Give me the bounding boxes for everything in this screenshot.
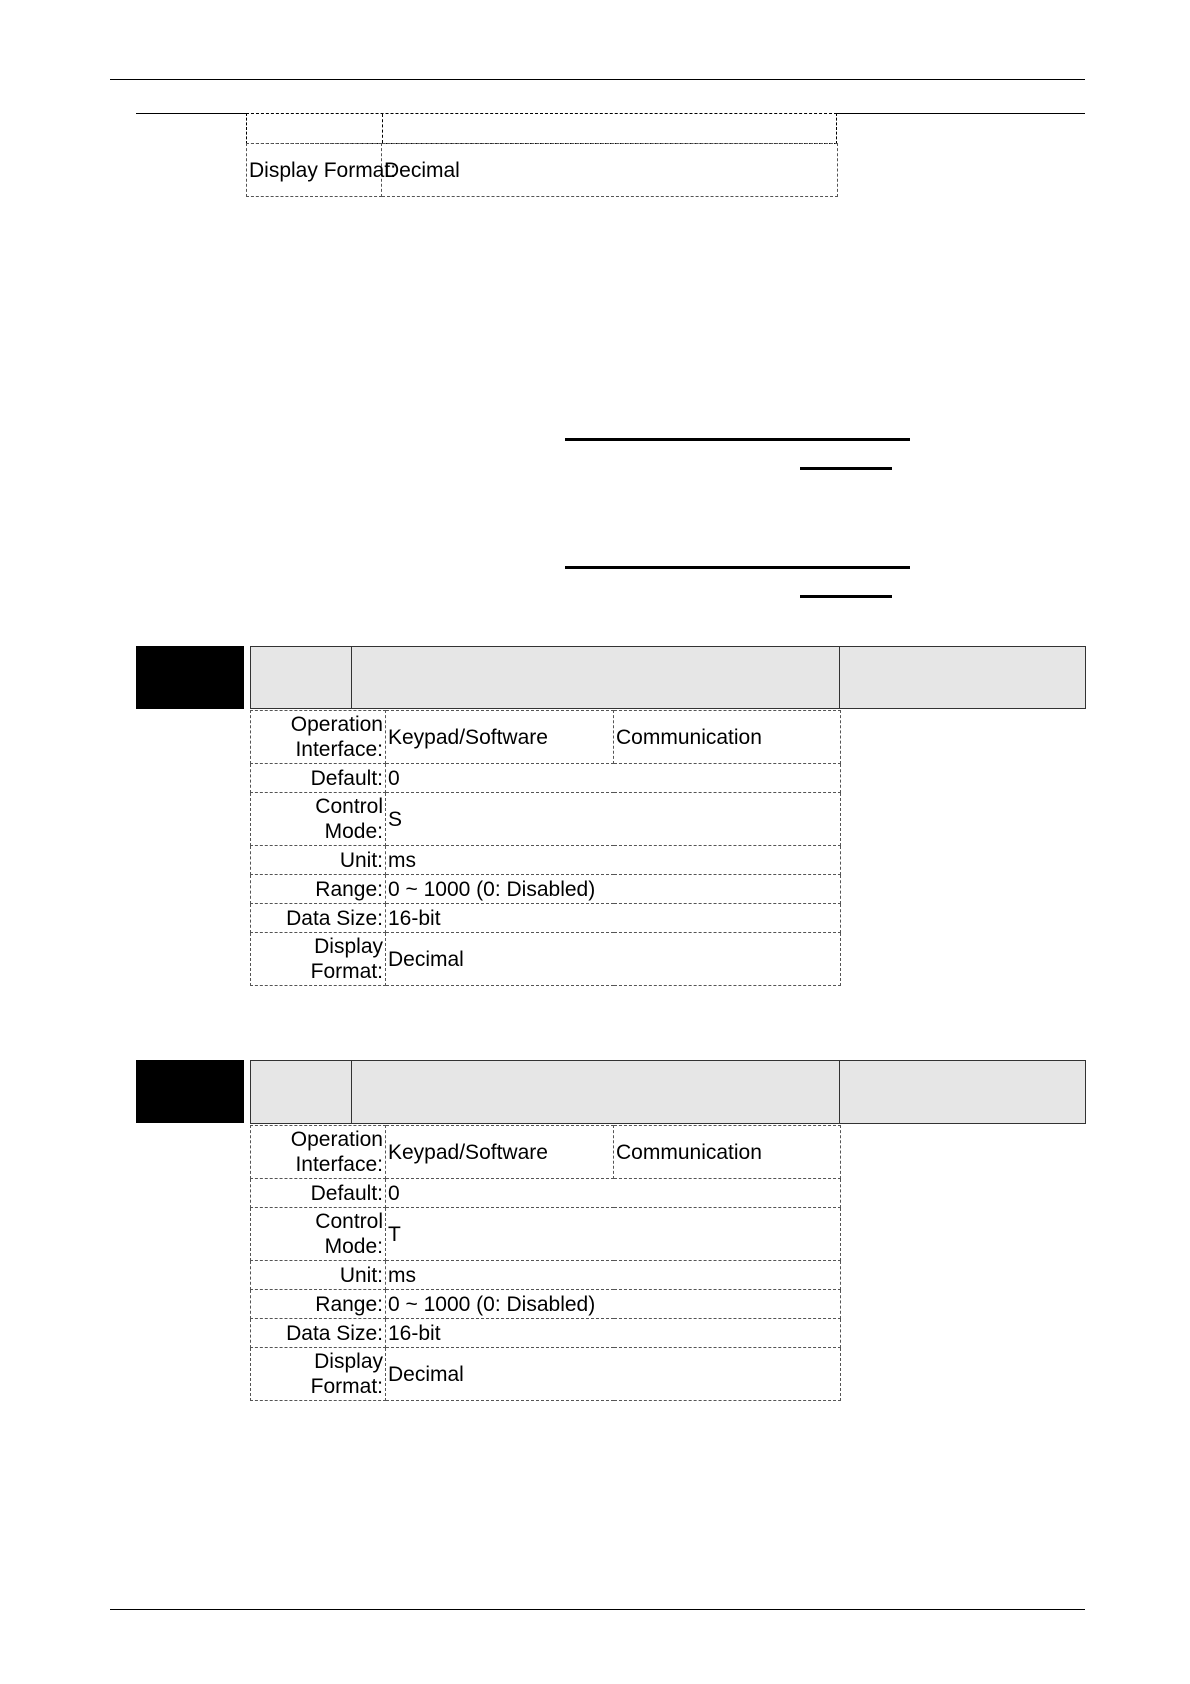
fraction-bar-1-sub <box>800 467 892 470</box>
communication-value: Communication <box>614 1126 841 1179</box>
display-format-row <box>247 144 838 197</box>
keypad-software-value: Keypad/Software <box>386 1126 614 1179</box>
data-size-row <box>251 1319 841 1348</box>
parameter-code-block-2 <box>136 1060 244 1123</box>
parameter-header-bar-1 <box>250 646 1086 709</box>
unit-label: Unit: <box>251 1261 386 1290</box>
default-value: 0 <box>386 1179 841 1208</box>
default-label: Default: <box>251 1179 386 1208</box>
unit-value: ms <box>386 846 841 875</box>
unit-label: Unit: <box>251 846 386 875</box>
header-1-divider-b <box>839 647 840 708</box>
communication-value: Communication <box>614 711 841 764</box>
display-format-row <box>251 933 841 986</box>
display-format-row <box>251 1348 841 1401</box>
display-format-value: Decimal <box>382 144 838 197</box>
parameter-table-2 <box>250 1125 841 1401</box>
fraction-bar-2-sub <box>800 595 892 598</box>
display-format-value: Decimal <box>386 933 841 986</box>
control-mode-label: Control Mode: <box>251 1208 386 1261</box>
header-1-divider-a <box>351 647 352 708</box>
fraction-bar-2 <box>565 566 910 569</box>
default-value: 0 <box>386 764 841 793</box>
continued-table-header <box>246 113 837 144</box>
display-format-label: Display Format: <box>251 933 386 986</box>
parameter-table-1 <box>250 710 841 986</box>
operation-interface-label: Operation Interface: <box>251 1126 386 1179</box>
default-row <box>251 764 841 793</box>
section-top-rule-left <box>136 113 246 114</box>
continued-table-header-divider <box>382 114 383 143</box>
operation-interface-row <box>251 1126 841 1179</box>
display-format-value: Decimal <box>386 1348 841 1401</box>
control-mode-value: T <box>386 1208 841 1261</box>
range-label: Range: <box>251 875 386 904</box>
range-label: Range: <box>251 1290 386 1319</box>
data-size-row <box>251 904 841 933</box>
header-2-divider-a <box>351 1061 352 1123</box>
parameter-header-bar-2 <box>250 1060 1086 1124</box>
data-size-label: Data Size: <box>251 1319 386 1348</box>
unit-row <box>251 1261 841 1290</box>
operation-interface-label: Operation Interface: <box>251 711 386 764</box>
control-mode-row <box>251 1208 841 1261</box>
default-row <box>251 1179 841 1208</box>
range-row <box>251 875 841 904</box>
control-mode-value: S <box>386 793 841 846</box>
unit-value: ms <box>386 1261 841 1290</box>
header-2-divider-b <box>839 1061 840 1123</box>
control-mode-label: Control Mode: <box>251 793 386 846</box>
operation-interface-row <box>251 711 841 764</box>
display-format-label: Display Format: <box>251 1348 386 1401</box>
data-size-value: 16-bit <box>386 1319 841 1348</box>
range-value: 0 ~ 1000 (0: Disabled) <box>386 1290 841 1319</box>
data-size-label: Data Size: <box>251 904 386 933</box>
display-format-label: Display Format: <box>247 144 382 197</box>
continued-parameter-table <box>246 143 838 197</box>
control-mode-row <box>251 793 841 846</box>
page-header-rule <box>110 79 1085 80</box>
range-value: 0 ~ 1000 (0: Disabled) <box>386 875 841 904</box>
data-size-value: 16-bit <box>386 904 841 933</box>
default-label: Default: <box>251 764 386 793</box>
parameter-code-block-1 <box>136 646 244 709</box>
page-footer-rule <box>110 1609 1085 1610</box>
unit-row <box>251 846 841 875</box>
section-top-rule-right <box>836 113 1085 114</box>
range-row <box>251 1290 841 1319</box>
fraction-bar-1 <box>565 438 910 441</box>
keypad-software-value: Keypad/Software <box>386 711 614 764</box>
